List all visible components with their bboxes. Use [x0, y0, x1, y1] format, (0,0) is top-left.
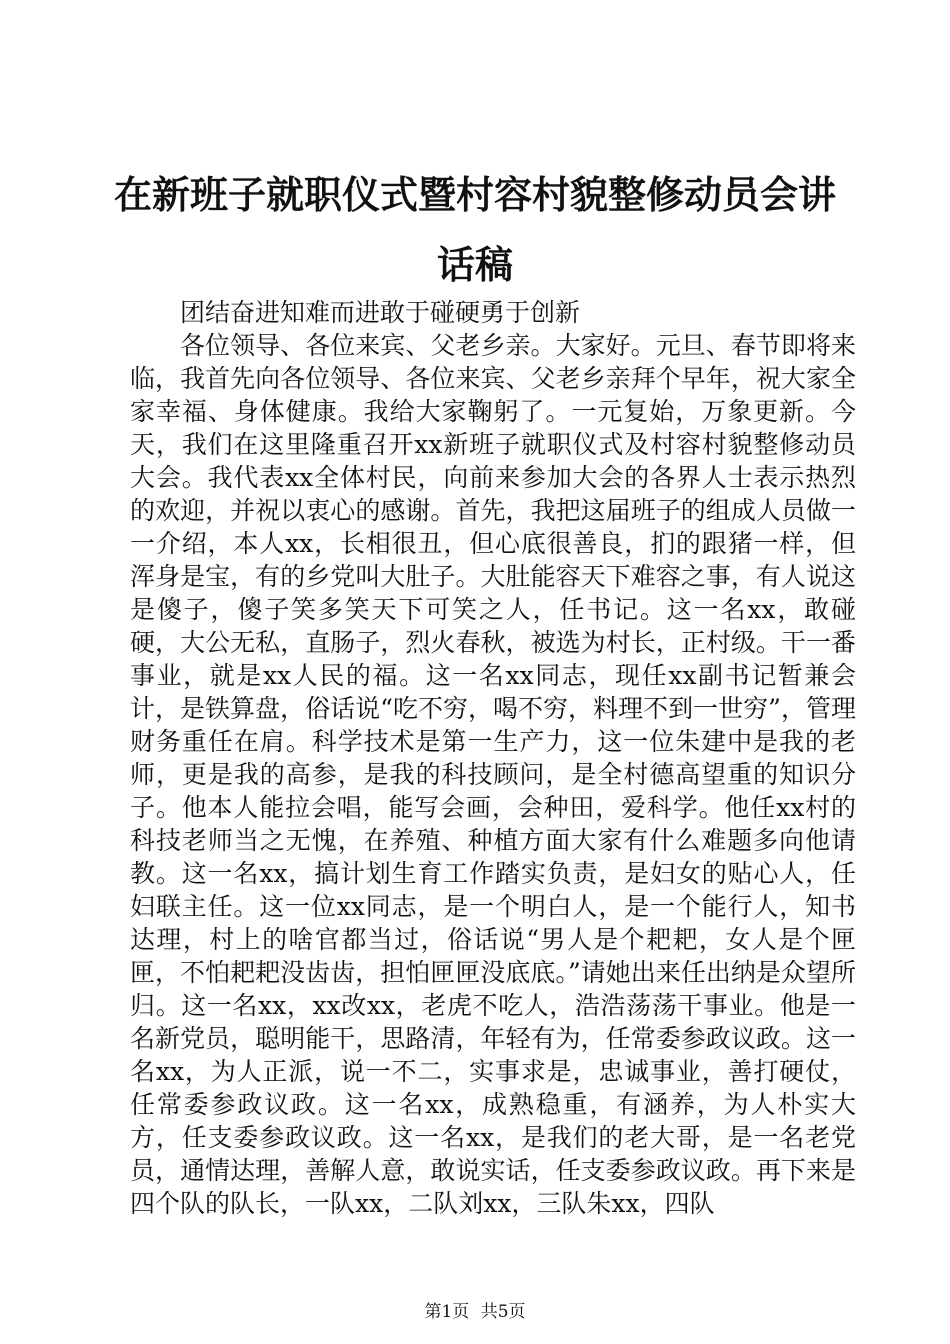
page-total: 共5页 — [480, 1302, 526, 1322]
document-body — [130, 296, 856, 1220]
speech-paragraph: 各位领导、各位来宾、父老乡亲。大家好。元旦、春节即将来临，我首先向各位领导、各位来宾、父老乡亲拜个早年，祝大家全家幸福、身体健康。我给大家鞠躬了。一元复始，万象更新。今天，我们在这里隆重召开xx新班子就职仪式及村容村貌整修动员大会。我代表xx全体村民，向前来参加大会的各界人士表示热烈的欢迎，并祝以衷心的感谢。首先，我把这届班子的组成人员做一一介绍，本人xx，长相很丑，但心底很善良，扪的跟猪一样，但浑身是宝，有的乡党叫大肚子。大肚能容天下难容之事，有人说这是傻子，傻子笑多笑天下可笑之人，任书记。这一名xx，敢碰硬，大公无私，直肠子，烈火春秋，被选为村长，正村级。干一番事业，就是xx人民的福。这一名xx同志，现任xx副书记暂兼会计，是铁算盘，俗话说“吃不穷，喝不穷，料理不到一世穷”，管理财务重任在肩。科学技术是第一生产力，这一位朱建中是我的老师，更是我的高参，是我的科技顾问，是全村德高望重的知识分子。他本人能拉会唱，能写会画，会种田，爱科学。他任xx村的科技老师当之无愧，在养殖、种植方面大家有什么难题多向他请教。这一名xx，搞计划生育工作踏实负责，是妇女的贴心人，任妇联主任。这一位xx同志，是一个明白人，是一个能行人，知书达理，村上的啥官都当过，俗话说“男人是个耙耙，女人是个匣匣，不怕耙耙没齿齿，担怕匣匣没底底。”请她出来任出纳是众望所归。这一名xx，xx改xx，老虎不吃人，浩浩荡荡干事业。他是一名新党员，聪明能干，思路清，年轻有为，任常委参政议政。这一名xx，为人正派，说一不二，实事求是，忠诚事业，善打硬仗，任常委参政议政。这一名xx，成熟稳重，有涵养，为人朴实大方，任支委参政议政。这一名xx，是我们的老大哥，是一名老党员，通情达理，善解人意，敢说实话，任支委参政议政。再下来是四个队的队长，一队xx，二队刘xx，三队朱xx，四队 — [130, 331, 856, 1218]
document-title: 在新班子就职仪式暨村容村貌整修动员会讲话稿 — [113, 173, 836, 287]
subtitle-paragraph: 团结奋进知难而进敢于碰硬勇于创新 — [180, 298, 581, 327]
page-number: 第1页 — [424, 1302, 470, 1322]
page-footer — [0, 1300, 950, 1324]
